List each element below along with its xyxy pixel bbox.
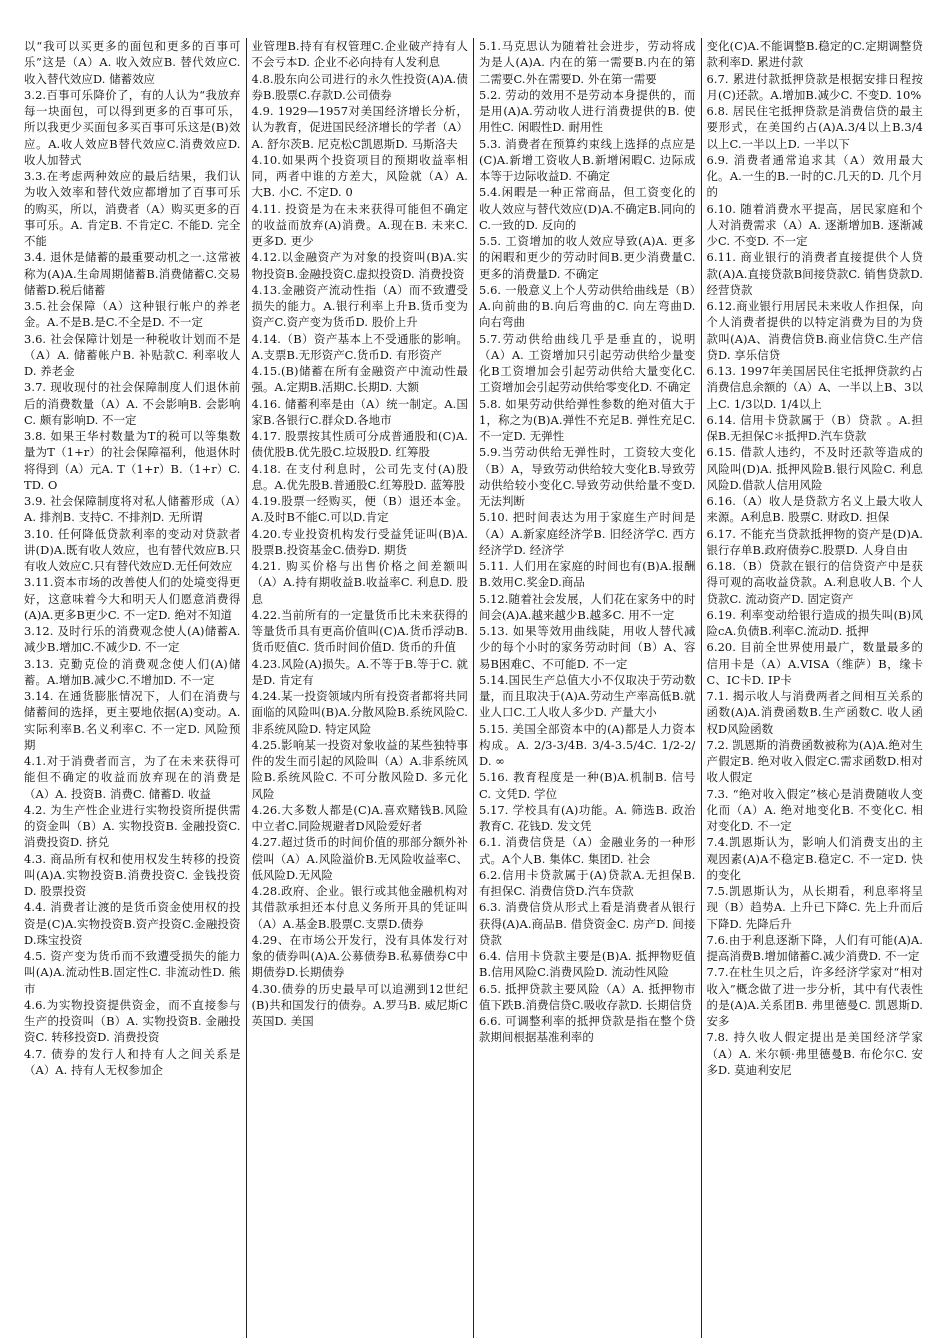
- question-paragraph: 7.4.凯恩斯认为，影响人们消费支出的主观因素(A)A不稳定B.稳定C. 不一定D. 快的变化: [706, 835, 923, 882]
- question-paragraph: 5.5. 工资增加的收人效应导致(A)A. 更多的闲暇和更少的劳动时间B.更少消费量C.更多的消费量D. 不确定: [479, 234, 696, 281]
- question-paragraph: 3.10. 任何降低贷款利率的变动对贷款者讲(D)A.既有收人效应，也有替代效应B.只有收人效应C.只有替代效应D.无任何效应: [24, 526, 241, 573]
- question-paragraph: 4.29、在市场公开发行，没有具体发行对象的债券叫(A)A.公募债券B.私募债券C中期债券D.长期债券: [251, 932, 468, 980]
- question-paragraph: 4.16. 储蓄利率是由（A）统一制定。A.国家B.各银行C.群众D.各地市: [251, 396, 468, 427]
- question-paragraph: 5.16. 教育程度是一种(B)A.机制B. 信号C. 文凭D. 学位: [479, 770, 696, 801]
- question-paragraph: 7.5.凯恩斯认为，从长期看，利息率将呈现（B）趋势A. 上升已下降C. 先上升而后下降D. 先降后升: [706, 884, 923, 931]
- question-paragraph: 6.6. 可调整利率的抵押贷款是指在整个贷款期间根据基准利率的: [479, 1014, 696, 1045]
- question-paragraph: 5.14.国民生产总值大小不仅取决于劳动数量，而且取决于(A)A.劳动生产率高低B.就业人口C.工人收人多少D. 产量大小: [479, 672, 696, 720]
- question-paragraph: 6.10. 随着消费水平提高，居民家庭和个人对消费需求（A）A. 逐渐增加B. 逐渐减少C. 不变D. 不一定: [706, 201, 923, 248]
- question-paragraph: 3.6. 社会保障计划是一种税收计划而不是（A）A. 储蓄帐户B. 补贴款C. 利率收人D. 养老金: [24, 331, 241, 378]
- question-paragraph: 5.15. 美国全部资本中的(A)都是人力资本构成。A. 2/3-3/4B. 3/4-3.5/4C. 1/2-2/D. ∞: [479, 721, 696, 768]
- question-paragraph: 5.1.马克思认为随着社会进步，劳动将成为是人(A)A. 内在的第一需要B.内在的第二需要C.外在需要D. 外在第一需要: [479, 39, 696, 86]
- question-paragraph: 4.3. 商品所有权和使用权发生转移的投资叫(A)A.实物投资B.消费投资C. 金钱投资D. 股票投资: [24, 851, 241, 898]
- question-paragraph: 4.27.超过货币的时间价值的那部分额外补偿叫（A）A.风险溢价B.无风险收益率C、低风险D.无风险: [251, 835, 468, 882]
- question-paragraph: 6.9. 消费者通常追求其（A）效用最大化。A.一生的B.一时的C.几天的D. 几个月的: [706, 152, 923, 200]
- question-paragraph: 4.15.(B)储蓄在所有金融资产中流动性最强。A.定期B.活期C.长期D. 大额: [251, 364, 468, 395]
- text-column-4: [701, 38, 929, 1338]
- question-paragraph: 4.1.对于消费者而言，为了在未来获得可能但不确定的收益而放弃现在的消费是（A）A. 投资B. 消费C. 储蓄D. 收益: [24, 754, 241, 801]
- question-paragraph: 5.17. 学校具有(A)功能。A. 筛选B. 政治教育C. 花钱D. 发文凭: [479, 802, 696, 833]
- question-paragraph: 3.13. 克勤克俭的消费观念使人们(A)储蓄。A.增加B.减少C.不增加D. 不一定: [24, 656, 241, 687]
- text-column-3: [473, 38, 701, 1338]
- question-paragraph: 3.2.百事可乐降价了，有的人认为“我放弃每一块面包，可以得到更多的百事可乐，所以我更少买面包多买百事可乐这是(B)效应。A.收人效应B替代效应C.消费效应D.收人加替式: [24, 87, 241, 167]
- question-paragraph: 4.21. 购买价格与出售价格之间差额叫（A）A.持有期收益B.收益率C. 利息D. 股息: [251, 559, 468, 606]
- question-paragraph: 4.13.金融资产流动性指（A）而不致遭受损失的能力。A.银行利率上升B.货币变为资产C.资产变为货币D. 股价上升: [251, 282, 468, 330]
- question-paragraph: 以“我可以买更多的面包和更多的百事可乐”这是（A）A. 收入效应B. 替代效应C. 收入替代效应D. 储蓄效应: [24, 39, 241, 86]
- question-paragraph: 5.10. 把时间表达为用于家庭生产时间是（A）A.新家庭经济学B. 旧经济学C. 西方经济学D. 经济学: [479, 510, 696, 557]
- question-paragraph: 6.8. 居民住宅抵押贷款是消费信贷的最主要形式，在美国约占(A)A.3/4以上B.3/4以上C.一半以上D. 一半以下: [706, 104, 923, 151]
- question-paragraph: 6.2.信用卡贷款属于(A)贷款A.无担保B. 有担保C. 消费信贷D.汽车贷款: [479, 867, 696, 898]
- question-paragraph: 4.23.风险(A)损失。A.不等于B.等于C. 就是D. 肯定有: [251, 656, 468, 687]
- question-paragraph: 6.3. 消费信贷从形式上看是消费者从银行获得(A)A.商品B. 借贷资金C. 房产D. 间接贷款: [479, 900, 696, 947]
- question-paragraph: 4.20.专业投资机构发行受益凭证叫(B)A.股票B.投资基金C.债券D. 期货: [251, 526, 468, 557]
- question-paragraph: 4.10.如果两个投资项目的预期收益率相同，两者中谁的方差大，风险就（A）A. 大B. 小C. 不定D. 0: [251, 152, 468, 200]
- question-paragraph: 3.5.社会保障（A）这种银行帐户的养老金。A.不是B.是C.不全是D. 不一定: [24, 299, 241, 330]
- question-paragraph: 4.24.某一投资领域内所有投资者都将共同面临的风险叫(B)A.分散风险B.系统风险C.非系统风险D. 特定风险: [251, 689, 468, 736]
- question-paragraph: 5.6. 一般意义上个人劳动供给曲线是（B）A.向前曲的B.向后弯曲的C. 向左弯曲D. 向右弯曲: [479, 282, 696, 330]
- question-paragraph: 6.7. 累进付款抵押贷款是根据安排日程按月(C)还款。A.增加B.减少C. 不变D. 10%: [706, 71, 923, 102]
- question-paragraph: 4.11. 投资是为在未来获得可能但不确定的收益而放弃(A)消费。A.现在B. 未来C. 更多D. 更少: [251, 201, 468, 248]
- question-paragraph: 4.2. 为生产性企业进行实物投资所提供需的资金叫（B）A. 实物投资B. 金融投资C. 消费投资D. 挤兑: [24, 802, 241, 850]
- question-paragraph: 4.28.政府、企业。银行或其他金融机构对其借款承担还本付息义务所开具的凭证叫（A）A.基金B.股票C.支票D.债券: [251, 884, 468, 931]
- question-paragraph: 4.5. 资产变为货币而不致遭受损失的能力叫(A)A.流动性B.固定性C. 非流动性D. 熊市: [24, 949, 241, 996]
- question-paragraph: 4.17. 股票按其性质可分成普通股和(C)A.债优股B.优先股C.垃圾股D. 红筹股: [251, 429, 468, 460]
- question-paragraph: 7.2. 凯恩斯的消费函数被称为(A)A.绝对生产假定B. 绝对收入假定C.需求函数D.相对收人假定: [706, 737, 923, 785]
- question-paragraph: 5.2. 劳动的效用不是劳动本身提供的，而是用(A)A.劳动收人进行消费提供的B. 使用性C. 闲暇性D. 耐用性: [479, 87, 696, 135]
- question-paragraph: 5.3. 消费者在预算约束线上选择的点应是(C)A.新增工资收人B.新增闲暇C. 边际成本等于边际收益D. 不确定: [479, 136, 696, 183]
- question-paragraph: 3.9. 社会保障制度将对私人储蓄形成（A）A. 排剂B. 支持C. 不排剂D. 无所谓: [24, 494, 241, 525]
- text-column-2: [246, 38, 474, 1338]
- question-paragraph: 5.8. 如果劳动供给弹性参数的绝对值大于1，称之为(B)A.弹性不充足B. 弹性充足C.不一定D. 无弹性: [479, 396, 696, 443]
- question-paragraph: 6.19. 利率变动给银行造成的损失叫(B)风险cA.负债B.利率C.流动D. 抵押: [706, 607, 923, 638]
- question-paragraph: 7.7.在杜生贝之后，许多经济学家对“相对收入”概念做了进一步分析，其中有代表性的是(A)A.关系团B. 弗里德曼C. 凯恩斯D. 安多: [706, 965, 923, 1028]
- question-paragraph: 4.6.为实物投资提供资金，而不直接参与生产的投资叫（B）A. 实物投资B. 金融投资C. 转移投资D. 消费投资: [24, 997, 241, 1045]
- question-paragraph: 变化(C)A.不能调整B.稳定的C.定期调整贷款利率D. 累进付款: [706, 39, 923, 70]
- question-paragraph: 6.12.商业银行用居民未来收人作担保，向个人消费者提供的以特定消费为目的为贷款叫(A)A、消费信贷B.商业信贷C.生产信贷D. 享乐信贷: [706, 299, 923, 362]
- question-paragraph: 7.6.由于利息逐渐下降，人们有可能(A)A.提高消费B.增加储蓄C.减少消费D. 不一定: [706, 932, 923, 963]
- question-paragraph: 5.13. 如果等效用曲线陡，用收人替代减少的每个小时的家务劳动时间（B）A、容易B困难C、不可能D. 不一定: [479, 624, 696, 671]
- question-paragraph: 5.4.闲暇是一种正常商品，但工资变化的收人效应与替代效应(D)A.不确定B.同向的C.一致的D. 反向的: [479, 185, 696, 232]
- question-paragraph: 7.8. 持久收人假定提出是美国经济学家（A）A. 米尔顿·弗里德曼B. 布伦尔C. 安多D. 莫迪利安尼: [706, 1030, 923, 1077]
- question-paragraph: 3.7. 现收现付的社会保障制度人们退休前后的消费数量（A）A. 不会影响B. 会影响C. 颇有影响D. 不一定: [24, 380, 241, 427]
- question-paragraph: 3.8. 如果王华村数量为T的税可以等集数量为T（1+r）的社会保障福利，他退休时将得到（A）元A. T（1+r）B.（1+r）C. TD. O: [24, 429, 241, 492]
- question-paragraph: 6.4. 信用卡贷款主要是(B)A. 抵押物贬值B.信用风险C.消费风险D. 流动性风险: [479, 949, 696, 980]
- question-paragraph: 3.11.资本市场的改善使人们的处境变得更好，这意味着今大和明天人们愿意消费得(A)A.更多B更少C. 不一定D. 绝对不知道: [24, 575, 241, 622]
- question-paragraph: 6.5. 抵押贷款主要风险（A）A. 抵押物市值下跌B.消费信贷C.吸收存款D. 长期信贷: [479, 981, 696, 1012]
- question-paragraph: 5.12.随着社会发展，人们花在家务中的时间会(A)A.越来越少B.越多C. 用不一定: [479, 591, 696, 622]
- question-paragraph: 5.11. 人们用在家庭的时间也有(B)A.报酬B.效用C.奖金D.商品: [479, 559, 696, 590]
- question-paragraph: 7.3. “绝对收入假定”核心是消费随收人变化而（A）A. 绝对地变化B. 不变化C. 相对变化D. 不一定: [706, 786, 923, 833]
- question-paragraph: 4.12.以金融资产为对象的投资叫(B)A.实物投资B.金融投资C.虚拟投资D. 消费投资: [251, 250, 468, 281]
- question-paragraph: 6.18.（B）贷款在银行的信贷资产中是获得可观的高收益贷款。A.利息收人B. 个人贷款C. 流动资产D. 固定资产: [706, 559, 923, 606]
- question-paragraph: 5.9.当劳动供给无弹性时，工资较大变化（B）A，导致劳动供给较大变化B.导致劳动供给较小变化C.导致劳动供给量不变D. 无法判断: [479, 445, 696, 508]
- question-paragraph: 6.13. 1997年美国居民住宅抵押贷款约占消费信息余额的（A）A、一半以上B、3以上C. 1/3以D. 1/4以上: [706, 364, 923, 411]
- question-paragraph: 4.25.影响某一投资对象收益的某些独特事件的发生而引起的风险叫（A）A.非系统风险B.系统风险C. 不可分散风险D. 多元化风险: [251, 737, 468, 801]
- question-paragraph: 5.7.劳动供给曲线几乎是垂直的，说明（A）A. 工资增加只引起劳动供给少量变化B工资增加会引起劳动供给大量变化C. 工资增加会引起劳动供给零变化D. 不确定: [479, 331, 696, 395]
- question-paragraph: 4.30.债券的历史最早可以追溯到12世纪(B)共和国发行的债券。A.罗马B. 威尼斯C英国D. 美国: [251, 981, 468, 1028]
- question-paragraph: 4.4. 消费者让渡的是货币资金使用权的投资是(C)A.实物投资B.资产投资C.金融投资D.珠宝投资: [24, 900, 241, 947]
- question-paragraph: 6.15. 借款人违约，不及时还款等造成的风险叫(D)A. 抵押风险B.银行风险C. 利息风险D.借款人信用风险: [706, 445, 923, 492]
- question-paragraph: 3.12. 及时行乐的消费观念使人(A)储蓄A.减少B.增加C.不减少D. 不一定: [24, 624, 241, 655]
- question-paragraph: 3.3.在考虑两种效应的最后结果，我们认为收入效率和替代效应都增加了百事可乐的购买，所以，消费者（A）购买更多的百事可乐。A. 肯定B. 不肯定C. 不能D. 完全不能: [24, 169, 241, 248]
- question-paragraph: 4.19.股票一经购买，便（B）退还本金。A.及时B不能C.可以D.肯定: [251, 494, 468, 525]
- question-paragraph: 7.1. 揭示收人与消费两者之间相互关系的函数(A)A.消费函数B.生产函数C. 收人函权D风险函数: [706, 689, 923, 736]
- question-paragraph: 4.18. 在支付利息时，公司先支付(A)股息。A.优先股B.普通股C.红筹股D. 蓝筹股: [251, 461, 468, 492]
- question-paragraph: 6.20. 目前全世界使用最广，数量最多的信用卡是（A）A.VISA（维萨）B，缘卡C、IC卡D. IP卡: [706, 640, 923, 687]
- question-paragraph: 3.14. 在通货膨胀情况下，人们在消费与储蓄间的选择，更主要地依据(A)变动。A.实际利率B.名义利率C. 不一定D. 风险预期: [24, 689, 241, 752]
- question-paragraph: 6.17. 不能充当贷款抵押物的资产是(D)A.银行存单B.政府债券C.股票D. 人身自由: [706, 526, 923, 557]
- question-paragraph: 6.16.（A）收人是贷款方名义上最大收人来源。A利息B. 股票C. 财政D. 担保: [706, 494, 923, 525]
- question-paragraph: 4.14.（B）资产基本上不受通胀的影响。A.支票B.无形资产C.货币D. 有形资产: [251, 331, 468, 362]
- question-paragraph: 4.8.股东向公司进行的永久性投资(A)A.债券B.股票C.存款D.公司债券: [251, 71, 468, 102]
- question-paragraph: 6.11. 商业银行的消费者直接提供个人贷款(A)A.直接贷款B间接贷款C. 销售贷款D. 经营贷款: [706, 250, 923, 297]
- text-column-1: [24, 38, 246, 1338]
- question-paragraph: 4.9. 1929—1957对美国经济增长分析，认为教育，促进国民经济增长的学者（A）A. 舒尔茨B. 尼克松C凯恩斯D. 马斯洛夫: [251, 104, 468, 151]
- question-paragraph: 4.22.当前所有的一定量货币比未来获得的等量货币具有更高价值叫(C)A.货币浮动B.货币贬值C. 货币时间价值D. 货币的升值: [251, 607, 468, 655]
- question-paragraph: 4.7. 债券的发行人和持有人之间关系是（A）A. 持有人无权参加企: [24, 1046, 241, 1077]
- question-paragraph: 6.14. 信用卡贷款属于（B）贷款 。A.担保B.无担保C＊抵押D.汽车贷款: [706, 412, 923, 443]
- question-paragraph: 3.4. 退休是储蓄的最重要动机之一.这常被称为(A)A.生命周期储蓄B.消费储蓄C.交易储蓄D.税后储蓄: [24, 250, 241, 297]
- question-paragraph: 6.1. 消费信贷是（A）金融业务的一种形式。A个人B. 集体C. 集团D. 社会: [479, 835, 696, 866]
- question-paragraph: 业管理B.持有有权管理C.企业破产持有人不会亏本D. 企业不必向持有人发利息: [251, 39, 468, 70]
- question-paragraph: 4.26.大多数人都是(C)A.喜欢赌钱B.风险中立者C.同险规避者D风险爱好者: [251, 802, 468, 833]
